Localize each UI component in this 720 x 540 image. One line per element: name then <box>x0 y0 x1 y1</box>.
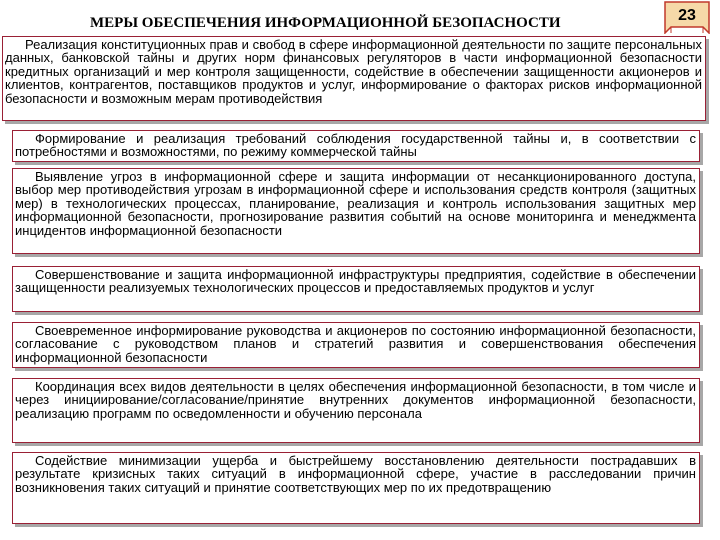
measure-box <box>12 266 700 312</box>
measure-text: Выявление угроз в информационной сфере и защита информации от несанкционированного доступа, выбор мер противодействия угрозам в информационной сфере и использования средств контроля (защитных мер) в технологических процессах, планирование, реализация и контроль использования защитных мер информационной безопасности, прогнозирование развития событий на основе мониторинга и менеджмента инцидентов информационной безопасности <box>15 169 696 238</box>
measure-text: Совершенствование и защита информационной инфраструктуры предприятия, содействие в обеспечении защищенности реализуемых технологических процессов и предоставляемых продуктов и услуг <box>15 267 696 296</box>
measure-box <box>12 130 700 162</box>
measure-box <box>12 452 700 524</box>
measure-box <box>12 168 700 254</box>
measure-text: Своевременное информирование руководства и акционеров по состоянию информационной безопасности, согласование с руководством планов и стратегий развития и совершенствования обеспечения информационной безопасности <box>15 323 696 365</box>
measure-box <box>12 378 700 443</box>
measure-box <box>12 322 700 368</box>
measure-text: Координация всех видов деятельности в целях обеспечения информационной безопасности, в том числе и через инициирование/согласование/принятие внутренних документов информационной безопасности, реализацию программ по осведомленности и обучению персонала <box>15 379 696 421</box>
slide-number-badge <box>663 0 711 34</box>
measure-text: Содействие минимизации ущерба и быстрейшему восстановлению деятельности пострадавших в результате кризисных таких ситуаций в информационной сфере, участие в расследовании причин возникновения таких ситуаций и принятие соответствующих мер по их предотвращению <box>15 453 696 495</box>
measure-box <box>2 36 706 121</box>
page-title: МЕРЫ ОБЕСПЕЧЕНИЯ ИНФОРМАЦИОННОЙ БЕЗОПАСНОСТИ <box>90 15 561 31</box>
measure-text: Формирование и реализация требований соблюдения государственной тайны и, в соответствии с потребностями и возможностями, по режиму коммерческой тайны <box>15 131 696 160</box>
slide-number: 23 <box>678 7 696 24</box>
measure-text: Реализация конституционных прав и свобод в сфере информационной деятельности по защите персональных данных, банковской тайны и других норм финансовых регуляторов в части информационной безопасности кредитных организаций и мер контроля защищенности, содействие в обеспечении защищенности акционеров и клиентов, контрагентов, поставщиков продуктов и услуг, информирование о факторах рисков информационной безопасности и возможным мерам противодействия <box>5 37 702 106</box>
